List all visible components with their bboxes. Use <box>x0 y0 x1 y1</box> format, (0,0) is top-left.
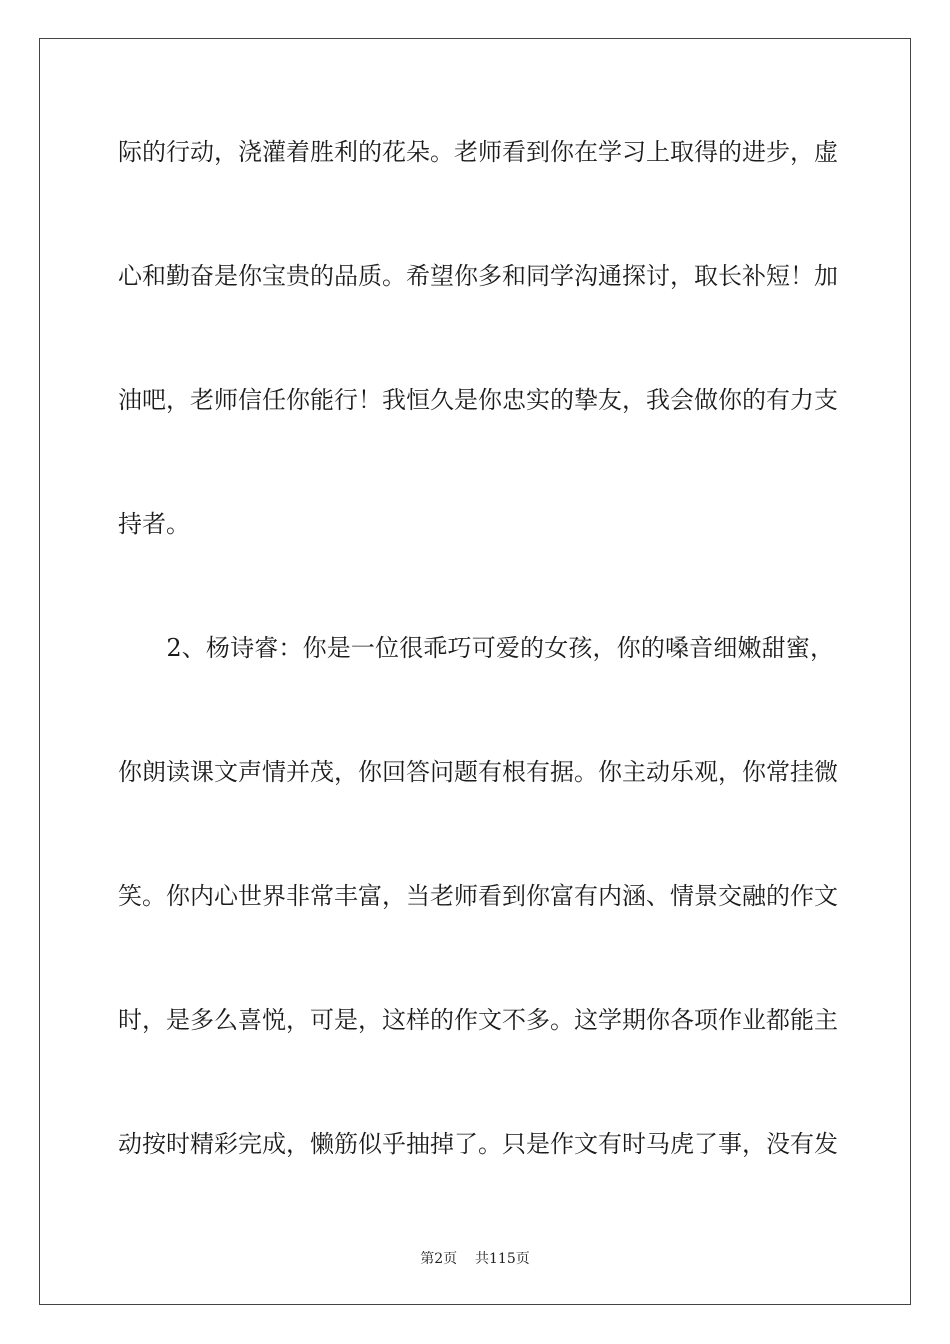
text-line-7: 笑。你内心世界非常丰富，当老师看到你富有内涵、情景交融的作文 <box>118 882 838 910</box>
page-total: 共115页 <box>475 1251 530 1267</box>
text-line-3: 油吧，老师信任你能行！我恒久是你忠实的挚友，我会做你的有力支 <box>118 386 838 414</box>
text-line-8: 时，是多么喜悦，可是，这样的作文不多。这学期你各项作业都能主 <box>118 1006 838 1034</box>
text-line-6: 你朗读课文声情并茂，你回答问题有根有据。你主动乐观，你常挂微 <box>118 758 838 786</box>
page-border <box>39 38 911 1305</box>
text-line-5: 2、杨诗睿：你是一位很乖巧可爱的女孩，你的嗓音细嫩甜蜜， <box>118 634 834 662</box>
text-line-4: 持者。 <box>118 510 190 538</box>
text-line-2: 心和勤奋是你宝贵的品质。希望你多和同学沟通探讨，取长补短！加 <box>118 262 838 290</box>
text-line-1: 际的行动，浇灌着胜利的花朵。老师看到你在学习上取得的进步，虚 <box>118 138 838 166</box>
page-number: 第2页 <box>420 1251 458 1267</box>
text-line-9: 动按时精彩完成，懒筋似乎抽掉了。只是作文有时马虎了事，没有发 <box>118 1130 838 1158</box>
page-footer <box>0 1248 950 1268</box>
